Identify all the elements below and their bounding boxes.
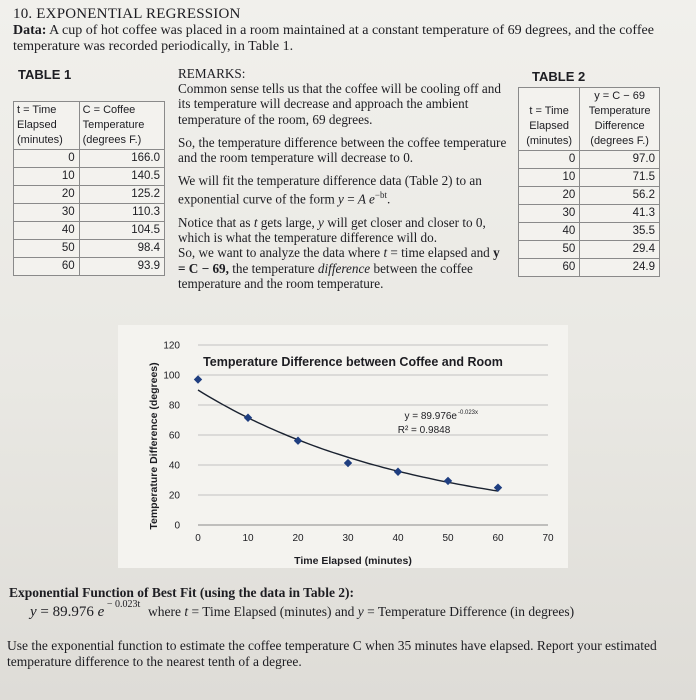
table2-caption: TABLE 2 (532, 69, 586, 84)
x-axis-label: Time Elapsed (minutes) (294, 555, 412, 567)
y-tick-label: 100 (163, 370, 180, 382)
table1 (13, 101, 165, 276)
table-row (519, 151, 660, 169)
time-cell: 0 (14, 150, 80, 168)
y-tick-label: 120 (163, 340, 180, 352)
table2-col1-header: t = Time Elapsed (minutes) (519, 88, 580, 151)
time-cell: 20 (14, 186, 80, 204)
time-cell: 60 (519, 259, 580, 277)
temp-cell: 98.4 (79, 240, 164, 258)
y-axis-label: Temperature Difference (degrees) (148, 362, 160, 530)
diff-cell: 29.4 (580, 241, 660, 259)
x-tick-label: 40 (392, 533, 404, 544)
table-row (14, 204, 165, 222)
remarks-block (178, 66, 508, 299)
data-label: Data: (13, 23, 47, 38)
y-tick-label: 80 (168, 400, 180, 412)
task-prompt: Use the exponential function to estimate the coffee temperature C when 35 minutes have elapsed. Report your estimated temperature difference to the nearest tenth of a degree. (7, 638, 657, 669)
temp-cell: 125.2 (79, 186, 164, 204)
data-text: A cup of hot coffee was placed in a room maintained at a constant temperature of 69 degrees, and the coffee temperature was recorded periodically, in Table 1. (13, 23, 654, 54)
table2-col2-header: y = C − 69 Temperature Difference (degrees F.) (580, 88, 660, 151)
time-cell: 20 (519, 187, 580, 205)
remarks-p4: Notice that as t gets large, y will get closer and closer to 0, which is what the temperature difference will do. (178, 215, 486, 246)
table-row (519, 223, 660, 241)
table1-col1-header: t = Time Elapsed (minutes) (14, 102, 80, 150)
x-tick-label: 50 (442, 533, 454, 544)
y-tick-label: 20 (168, 490, 180, 502)
time-cell: 0 (519, 151, 580, 169)
x-tick-label: 20 (292, 533, 304, 544)
table-row (519, 241, 660, 259)
x-tick-label: 10 (242, 533, 254, 544)
table-row (14, 168, 165, 186)
temp-cell: 93.9 (79, 258, 164, 276)
table2 (518, 87, 660, 277)
diff-cell: 56.2 (580, 187, 660, 205)
temp-cell: 110.3 (79, 204, 164, 222)
table-row (519, 205, 660, 223)
time-cell: 50 (14, 240, 80, 258)
table-row (14, 258, 165, 276)
x-tick-label: 30 (342, 533, 354, 544)
diff-cell: 41.3 (580, 205, 660, 223)
table1-col2-header: C = Coffee Temperature (degrees F.) (79, 102, 164, 150)
problem-title: 10. EXPONENTIAL REGRESSION (13, 6, 241, 22)
remarks-p1: Common sense tells us that the coffee will be cooling off and its temperature will decrease and approach the ambient temperature of the room, 69 degrees. (178, 81, 501, 127)
remarks-p3: We will fit the temperature difference data (Table 2) to an exponential curve of the form y = A $e^{-bt}$. (178, 173, 482, 207)
remarks-heading: REMARKS: (178, 66, 246, 81)
time-cell: 40 (14, 222, 80, 240)
y-tick-label: 0 (174, 520, 180, 532)
time-cell: 40 (519, 223, 580, 241)
trendline-equation-exponent: -0.023x (458, 410, 479, 416)
table1-header (14, 102, 165, 150)
problem-intro (13, 23, 673, 55)
table-row (14, 222, 165, 240)
best-fit-formula: y = 89.976 e $^{- 0.023t}$ where t = Time Elapsed (minutes) and y = Temperature Difference (in degrees) (30, 599, 575, 620)
time-cell: 30 (519, 205, 580, 223)
time-cell: 30 (14, 204, 80, 222)
time-cell: 10 (14, 168, 80, 186)
temp-cell: 104.5 (79, 222, 164, 240)
table-row (519, 259, 660, 277)
diff-cell: 24.9 (580, 259, 660, 277)
x-tick-label: 0 (195, 533, 201, 544)
diff-cell: 35.5 (580, 223, 660, 241)
table-row (14, 150, 165, 168)
table2-header (519, 88, 660, 151)
best-fit-heading: Exponential Function of Best Fit (using the data in Table 2): (9, 585, 355, 600)
time-cell: 60 (14, 258, 80, 276)
diff-cell: 97.0 (580, 151, 660, 169)
temp-cell: 166.0 (79, 150, 164, 168)
scatter-chart (118, 325, 568, 568)
r-squared-label: R² = 0.9848 (397, 425, 451, 436)
table-row (519, 169, 660, 187)
x-tick-label: 70 (542, 533, 554, 544)
table1-caption: TABLE 1 (18, 67, 72, 82)
temp-cell: 140.5 (79, 168, 164, 186)
time-cell: 50 (519, 241, 580, 259)
table-row (14, 186, 165, 204)
x-tick-label: 60 (492, 533, 504, 544)
y-tick-label: 40 (168, 460, 180, 472)
y-tick-label: 60 (168, 430, 180, 442)
remarks-p5: So, we want to analyze the data where t = time elapsed and y = C − 69, the temperature difference between the coffee temperature and the room temperature. (178, 245, 500, 291)
remarks-p2: So, the temperature difference between the coffee temperature and the room temperature will decrease to 0. (178, 134, 507, 166)
diff-cell: 71.5 (580, 169, 660, 187)
trendline-equation: y = 89.976e (404, 411, 457, 422)
chart-title: Temperature Difference between Coffee and Room (203, 355, 503, 369)
chart-svg (118, 325, 568, 568)
time-cell: 10 (519, 169, 580, 187)
table-row (14, 240, 165, 258)
table-row (519, 187, 660, 205)
